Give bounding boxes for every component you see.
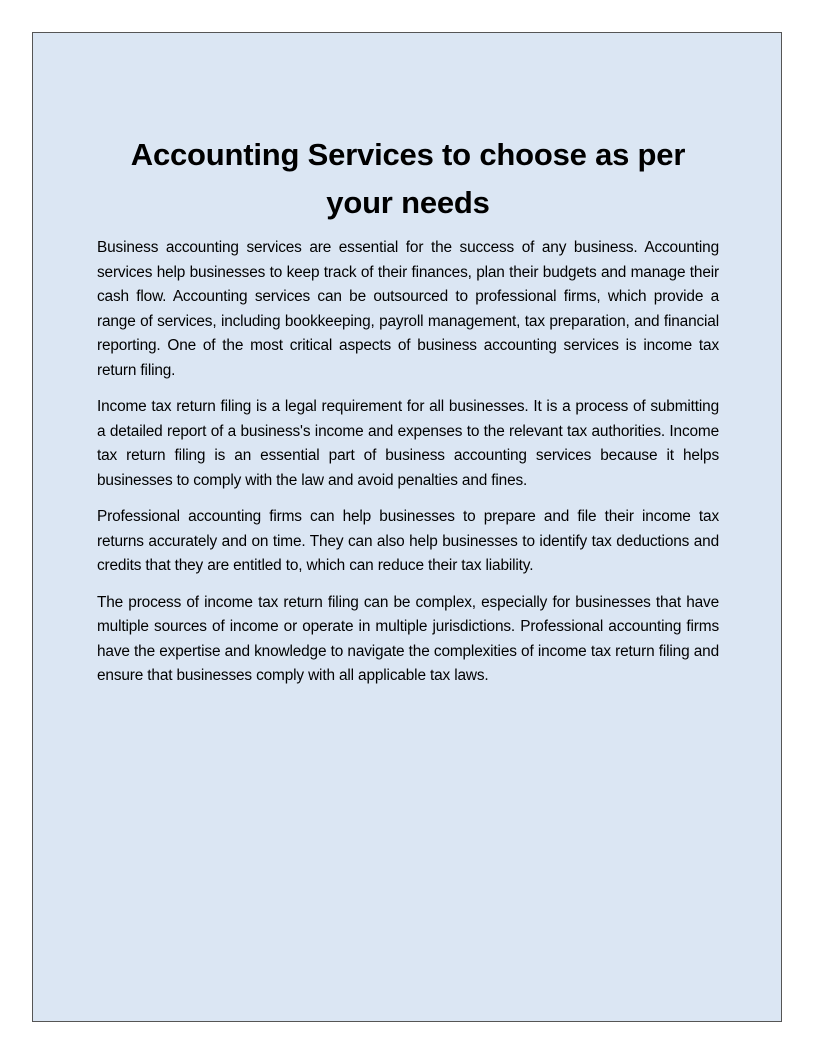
document-body	[97, 236, 719, 701]
paragraph-intro: Business accounting services are essential for the success of any business. Accounting services help businesses to keep track of their finances, plan their budgets and manage their cash flow. Accounting services can be outsourced to professional firms, which provide a range of services, including bookkeeping, payroll management, tax preparation, and financial reporting. One of the most critical aspects of business accounting services is income tax return filing.	[97, 239, 719, 379]
document-title: Accounting Services to choose as per your needs	[130, 137, 686, 220]
paragraph-professional-firms: Professional accounting firms can help businesses to prepare and file their income tax returns accurately and on time. They can also help businesses to identify tax deductions and credits that they are entitled to, which can reduce their tax liability.	[97, 508, 719, 574]
paragraph-complexity: The process of income tax return filing can be complex, especially for businesses that have multiple sources of income or operate in multiple jurisdictions. Professional accounting firms have the expertise and knowledge to navigate the complexities of income tax return filing and ensure that businesses comply with all applicable tax laws.	[97, 593, 719, 684]
paragraph-income-tax-filing: Income tax return filing is a legal requirement for all businesses. It is a process of submitting a detailed report of a business's income and expenses to the relevant tax authorities. Income tax return filing is an essential part of business accounting services because it helps businesses to comply with the law and avoid penalties and fines.	[97, 398, 719, 489]
document-page	[32, 32, 782, 1022]
